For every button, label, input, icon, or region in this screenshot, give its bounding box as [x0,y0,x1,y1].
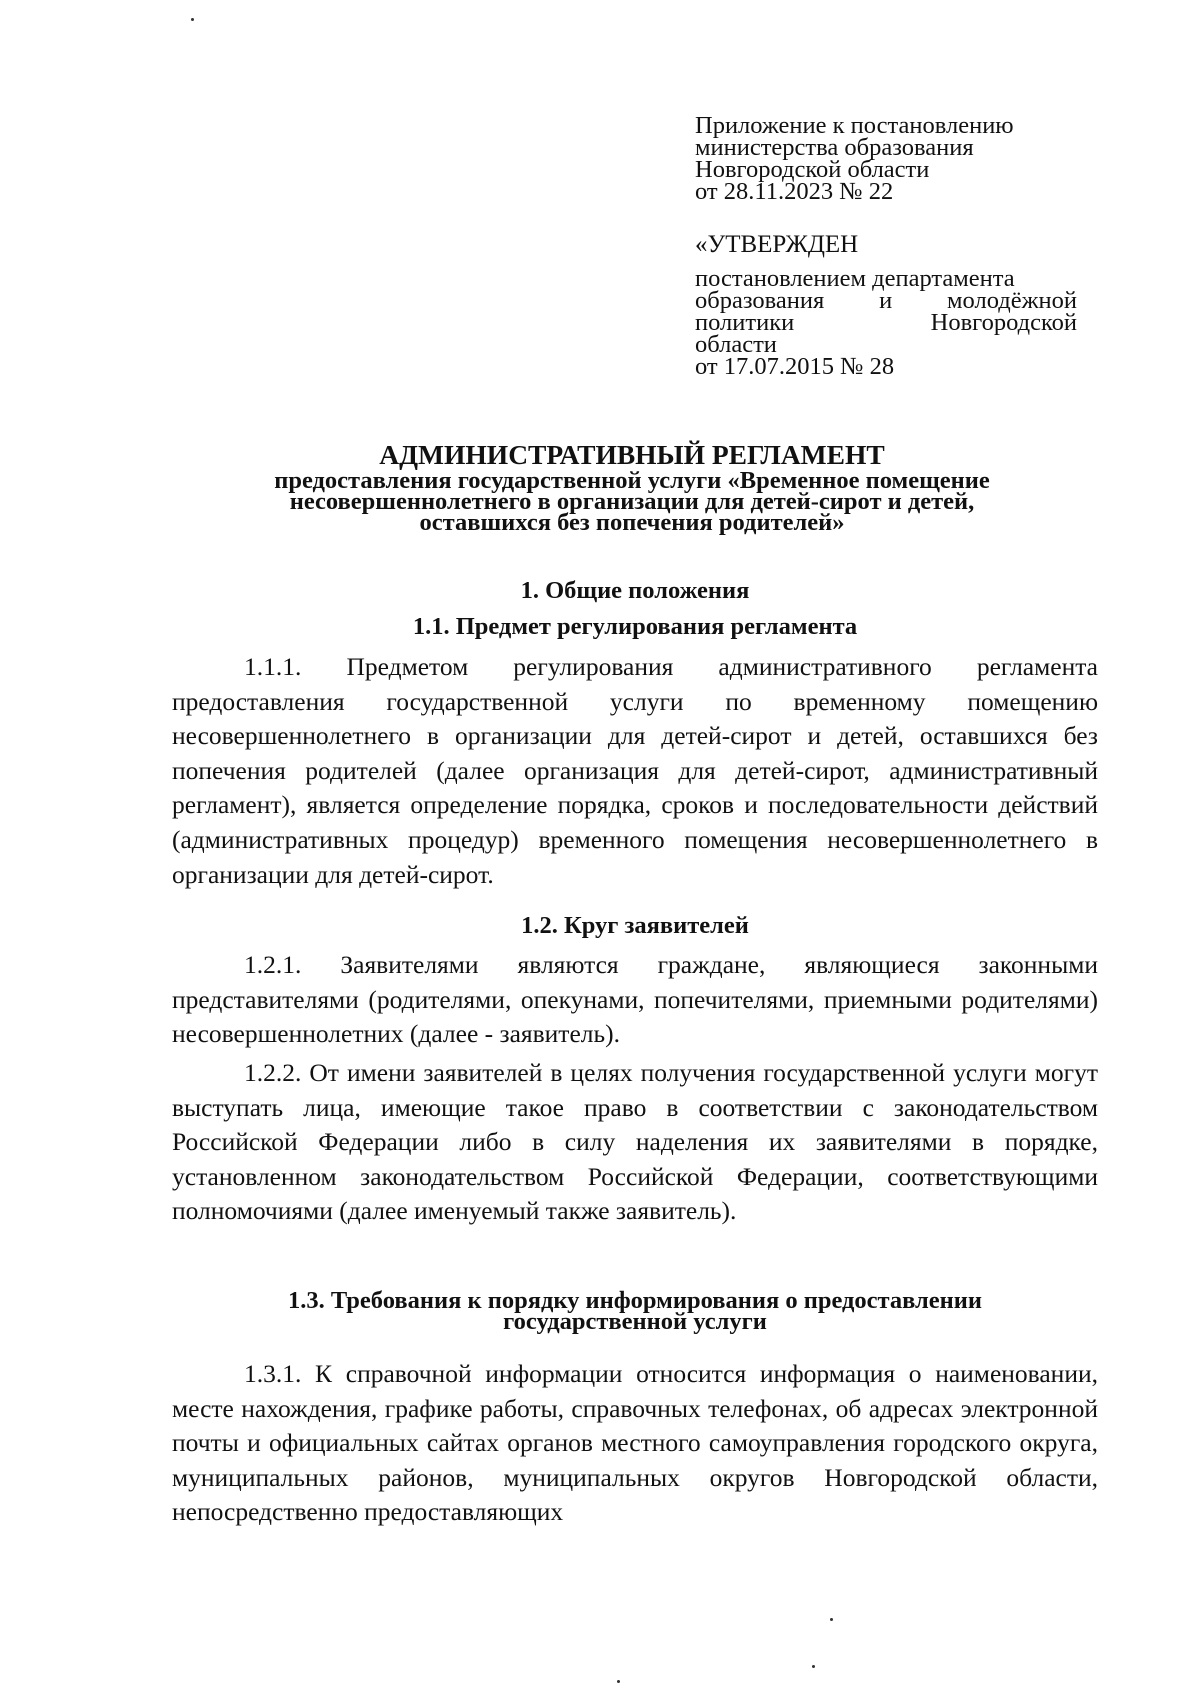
paragraph-1-1-1: 1.1.1. Предметом регулирования административного регламента предоставления государственной услуги по временному помещению несовершеннолетнего в организации для детей-сирот и детей, оставшихся без попечения родителей (далее организация для детей-сирот, административный регламент), является определение порядка, сроков и последовательности действий (административных процедур) временного помещения несовершеннолетнего в организации для детей-сирот. [172,652,1098,889]
scan-speck [617,1680,620,1683]
paragraph-1-2-1: 1.2.1. Заявителями являются граждане, являющиеся законными представителями (родителями, опекунами, попечителями, приемными родителями) несовершеннолетних (далее - заявитель). [172,950,1098,1049]
approved-by-line: постановлением департамента [695,265,1015,292]
scan-speck [191,18,194,21]
section-heading: 1. Общие положения [520,577,750,604]
document-title [172,439,1092,536]
approved-by-line: области [695,331,777,358]
header-line: Приложение к постановлению [695,112,1014,139]
title-sub-line: несовершеннолетнего в организации для детей-сирот и детей, [289,488,975,515]
scan-speck [830,1618,833,1621]
approved-by-block [695,265,1077,380]
header-line: Новгородской области [695,156,930,183]
subsection-heading: 1.2. Круг заявителей [521,912,749,939]
approved-label: «УТВЕРЖДЕН [695,231,859,258]
header-line: от 28.11.2023 № 22 [695,178,894,205]
paragraph-1-2-2: 1.2.2. От имени заявителей в целях получения государственной услуги могут выступать лица, имеющие такое право в соответствии с законодательством Российской Федерации либо в силу наделения их заявителями в порядке, установленном законодательством Российской Федерации, соответствующими полномочиями (далее именуемый также заявитель). [172,1058,1098,1226]
scan-speck [812,1665,815,1668]
approved-by-line: образования и молодёжной [695,287,1077,314]
title-main: АДМИНИСТРАТИВНЫЙ РЕГЛАМЕНТ [379,439,885,470]
approved-by-line: политики Новгородской [695,309,1077,336]
subsection-heading: 1.1. Предмет регулирования регламента [412,613,858,640]
title-sub-line: предоставления государственной услуги «Временное помещение [274,467,990,494]
subsection-heading: 1.3. Требования к порядку информирования о предоставлении государственной услуги [288,1287,982,1335]
header-line: министерства образования [695,134,974,161]
appendix-header [695,112,1077,205]
paragraph-1-3-1: 1.3.1. К справочной информации относится информация о наименовании, месте нахождения, графике работы, справочных телефонах, об адресах электронной почты и официальных сайтах органов местного самоуправления городского округа, муниципальных районов, муниципальных округов Новгородской области, непосредственно предоставляющих [172,1359,1098,1527]
title-sub-line: оставшихся без попечения родителей» [419,509,845,536]
approved-by-date: от 17.07.2015 № 28 [695,353,895,380]
